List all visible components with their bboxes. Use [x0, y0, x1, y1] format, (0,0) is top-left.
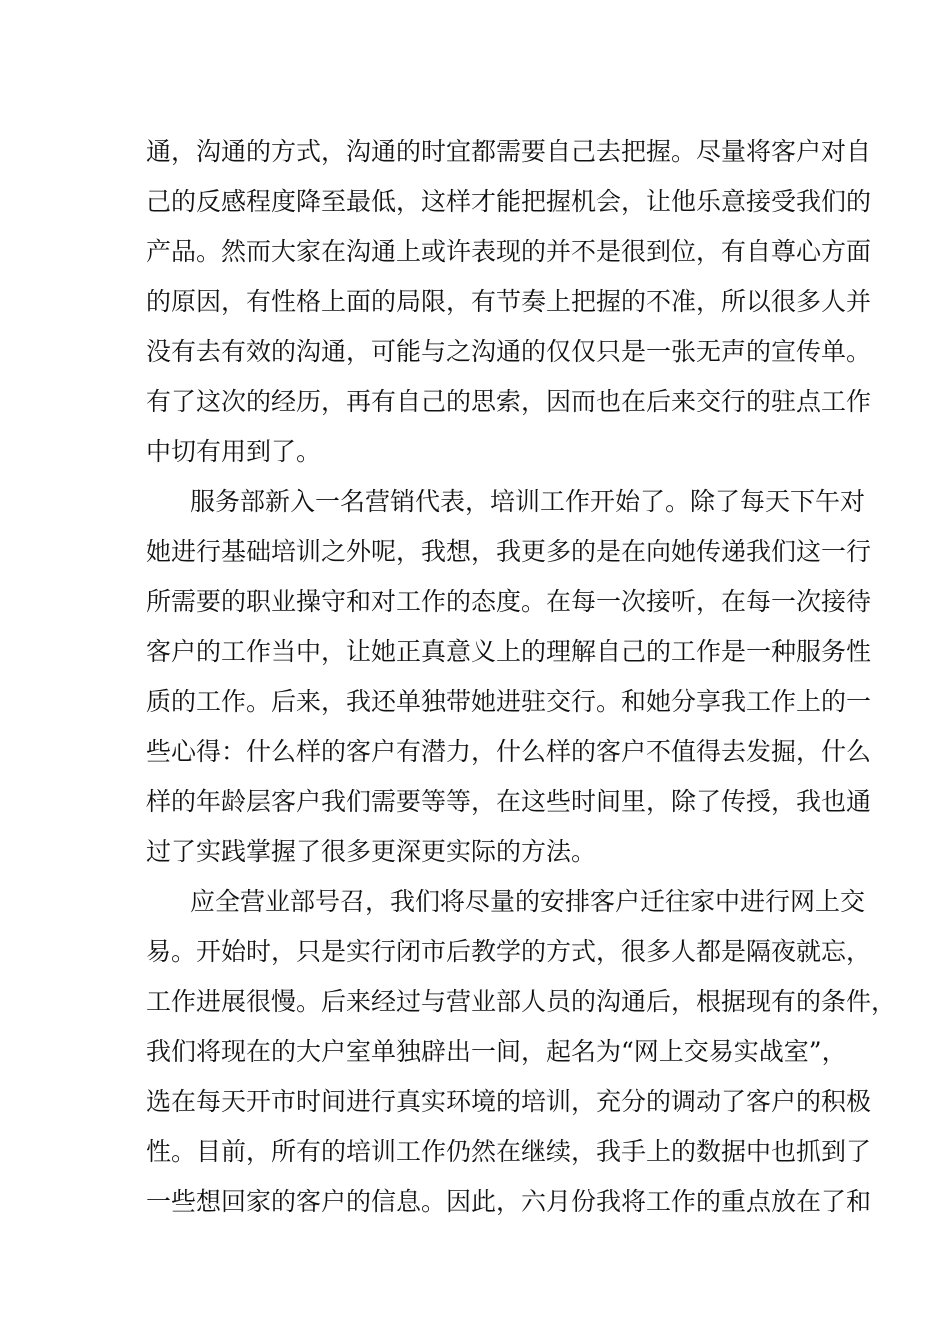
document-body: [146, 127, 897, 1227]
paragraph: [146, 127, 872, 477]
text-line: 工作进展很慢。后来经过与营业部人员的沟通后，根据现有的条件，: [146, 987, 897, 1016]
text-line: 样的年龄层客户我们需要等等，在这些时间里，除了传授，我也通: [146, 787, 872, 816]
text-line: 她进行基础培训之外呢，我想，我更多的是在向她传递我们这一行: [146, 537, 872, 566]
text-line: 些心得：什么样的客户有潜力，什么样的客户不值得去发掘，什么: [146, 737, 872, 766]
text-line: 一些想回家的客户的信息。因此，六月份我将工作的重点放在了和: [146, 1187, 872, 1216]
text-line: 没有去有效的沟通，可能与之沟通的仅仅只是一张无声的宣传单。: [146, 337, 872, 366]
text-line-first: 服务部新入一名营销代表，培训工作开始了。除了每天下午对: [190, 487, 866, 516]
text-line-first: 应全营业部号召，我们将尽量的安排客户迁往家中进行网上交: [190, 887, 866, 916]
text-line: 客户的工作当中，让她正真意义上的理解自己的工作是一种服务性: [146, 637, 872, 666]
text-line: 所需要的职业操守和对工作的态度。在每一次接听，在每一次接待: [146, 587, 872, 616]
text-line: 产品。然而大家在沟通上或许表现的并不是很到位，有自尊心方面: [146, 237, 872, 266]
paragraph: [146, 477, 872, 877]
text-line: 性。目前，所有的培训工作仍然在继续，我手上的数据中也抓到了: [146, 1137, 872, 1166]
text-line: 的原因，有性格上面的局限，有节奏上把握的不准，所以很多人并: [146, 287, 872, 316]
text-line: 易。开始时，只是实行闭市后教学的方式，很多人都是隔夜就忘，: [146, 937, 872, 966]
text-line: 选在每天开市时间进行真实环境的培训，充分的调动了客户的积极: [146, 1087, 872, 1116]
text-line: 有了这次的经历，再有自己的思索，因而也在后来交行的驻点工作: [146, 387, 872, 416]
text-line: 通，沟通的方式，沟通的时宜都需要自己去把握。尽量将客户对自: [146, 137, 872, 166]
text-line: 过了实践掌握了很多更深更实际的方法。: [146, 837, 597, 866]
text-line: 质的工作。后来，我还单独带她进驻交行。和她分享我工作上的一: [146, 687, 872, 716]
text-line: 中切有用到了。: [146, 437, 322, 466]
text-line: 我们将现在的大户室单独辟出一间，起名为“网上交易实战室”，: [146, 1037, 847, 1066]
paragraph: [146, 877, 897, 1227]
text-line: 己的反感程度降至最低，这样才能把握机会，让他乐意接受我们的: [146, 187, 872, 216]
